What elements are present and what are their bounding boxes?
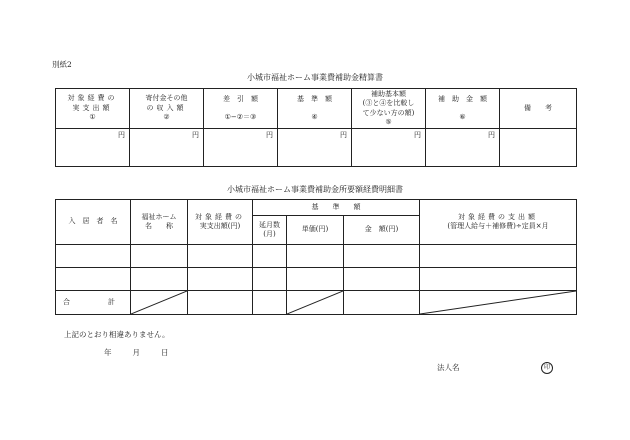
header-home-name <box>131 200 188 245</box>
header-subsidy-spacer <box>426 104 499 113</box>
header-months-line1: 延月数 <box>259 220 280 229</box>
seal-char: 印 <box>543 364 550 371</box>
header-standard <box>278 89 352 129</box>
table-row <box>56 268 577 291</box>
table2-title: 小城市福祉ホーム事業費補助金所要額経費明細書 <box>227 185 403 194</box>
unit-yen: 円 <box>488 131 495 139</box>
value-remarks[interactable] <box>500 129 577 167</box>
detail-header-row1 <box>56 200 577 216</box>
unit-yen: 円 <box>266 131 273 139</box>
document-label: 別紙2 <box>52 60 72 69</box>
value-donation[interactable] <box>130 129 204 167</box>
cell-expense[interactable] <box>188 245 253 268</box>
total-unit-price-struck <box>287 291 344 315</box>
header-expense-actual <box>188 200 253 245</box>
header-expense <box>56 89 130 129</box>
unit-yen: 円 <box>192 131 199 139</box>
settlement-table <box>55 88 577 167</box>
header-basic-number: ⑤ <box>385 117 392 126</box>
header-formula-line2: (管理人給与＋補修費)÷定員×月 <box>447 222 549 230</box>
cell-months[interactable] <box>253 268 287 291</box>
header-amount-label: 金 額(円) <box>364 225 399 234</box>
total-amount[interactable] <box>344 291 420 315</box>
value-basic-amount[interactable] <box>352 129 426 167</box>
header-resident-label: 入 居 者 名 <box>68 217 118 226</box>
unit-yen: 円 <box>414 131 421 139</box>
header-donation-number: ② <box>163 113 170 122</box>
header-difference-spacer <box>204 104 277 113</box>
header-difference-line1: 差 引 額 <box>223 94 258 103</box>
header-resident <box>56 200 131 245</box>
cell-unit-price[interactable] <box>287 245 344 268</box>
cell-resident[interactable] <box>56 268 131 291</box>
diagonal-strike <box>131 291 187 314</box>
value-difference[interactable] <box>204 129 278 167</box>
header-home-line1: 福祉ホーム <box>141 212 177 221</box>
total-formula-struck <box>420 291 577 315</box>
cell-expense[interactable] <box>188 268 253 291</box>
header-formula <box>420 200 577 245</box>
cell-home-name[interactable] <box>131 245 188 268</box>
cell-home-name[interactable] <box>131 268 188 291</box>
header-donation-line2: の収入額 <box>146 103 187 112</box>
header-standard-spacer <box>278 104 351 113</box>
settlement-header-row <box>56 89 577 129</box>
total-label: 合 計 <box>63 297 123 306</box>
unit-yen: 円 <box>118 131 125 139</box>
header-subsidy-line1: 補 助 金 額 <box>438 94 487 103</box>
header-donation <box>130 89 204 129</box>
expense-detail-table <box>55 199 577 315</box>
diagonal-strike <box>287 291 343 314</box>
header-basic-line2: (③と④を比較し <box>362 99 415 108</box>
unit-yen: 円 <box>340 131 347 139</box>
header-months-line2: (月) <box>263 230 276 238</box>
total-home-name-struck <box>131 291 188 315</box>
header-subsidy-number: ⑥ <box>459 113 466 121</box>
header-basic-amount <box>352 89 426 129</box>
header-expense-actual-line1: 対象経費の <box>195 212 245 221</box>
header-difference-formula: ①−②＝③ <box>224 113 257 121</box>
header-subsidy <box>426 89 500 129</box>
header-remarks-label: 備 考 <box>524 103 552 112</box>
value-standard[interactable] <box>278 129 352 167</box>
settlement-value-row <box>56 129 577 167</box>
header-standard-amount-label: 基 準 額 <box>311 202 361 211</box>
header-expense-line1: 対象経費の <box>67 94 118 103</box>
cell-formula[interactable] <box>420 245 577 268</box>
statement-text: 上記のとおり相違ありません。 <box>64 330 170 339</box>
header-months <box>253 216 287 245</box>
header-standard-number: ④ <box>311 113 318 121</box>
value-expense[interactable] <box>56 129 130 167</box>
header-donation-line1: 寄付金その他 <box>145 94 188 103</box>
cell-months[interactable] <box>253 245 287 268</box>
diagonal-strike <box>420 291 576 314</box>
total-months[interactable] <box>253 291 287 315</box>
corporation-name-label: 法人名 <box>437 363 460 372</box>
value-subsidy[interactable] <box>426 129 500 167</box>
header-basic-line1: 補助基本額 <box>371 89 406 98</box>
cell-amount[interactable] <box>344 268 420 291</box>
cell-resident[interactable] <box>56 245 131 268</box>
cell-formula[interactable] <box>420 268 577 291</box>
table1-title: 小城市福祉ホーム事業費補助金精算書 <box>247 73 383 82</box>
header-standard-line1: 基 準 額 <box>297 94 332 103</box>
total-row <box>56 291 577 315</box>
header-expense-number: ① <box>89 113 96 122</box>
header-basic-line3: て少ない方の額) <box>362 108 415 117</box>
table-row <box>56 245 577 268</box>
header-remarks <box>500 89 577 129</box>
total-label-cell <box>56 291 131 315</box>
header-difference <box>204 89 278 129</box>
header-formula-line1: 対象経費の支出額 <box>458 212 539 221</box>
header-standard-amount <box>253 200 420 216</box>
total-expense[interactable] <box>188 291 253 315</box>
seal-mark <box>541 362 553 374</box>
cell-amount[interactable] <box>344 245 420 268</box>
date-line: 年 月 日 <box>104 348 171 357</box>
header-amount <box>344 216 420 245</box>
header-unit-price-label: 単価(円) <box>301 225 329 234</box>
header-expense-line2: 実支出額 <box>72 103 113 112</box>
header-expense-actual-line2: 実支出額(円) <box>199 222 241 230</box>
header-unit-price <box>287 216 344 245</box>
cell-unit-price[interactable] <box>287 268 344 291</box>
header-home-line2: 名 称 <box>145 222 173 230</box>
